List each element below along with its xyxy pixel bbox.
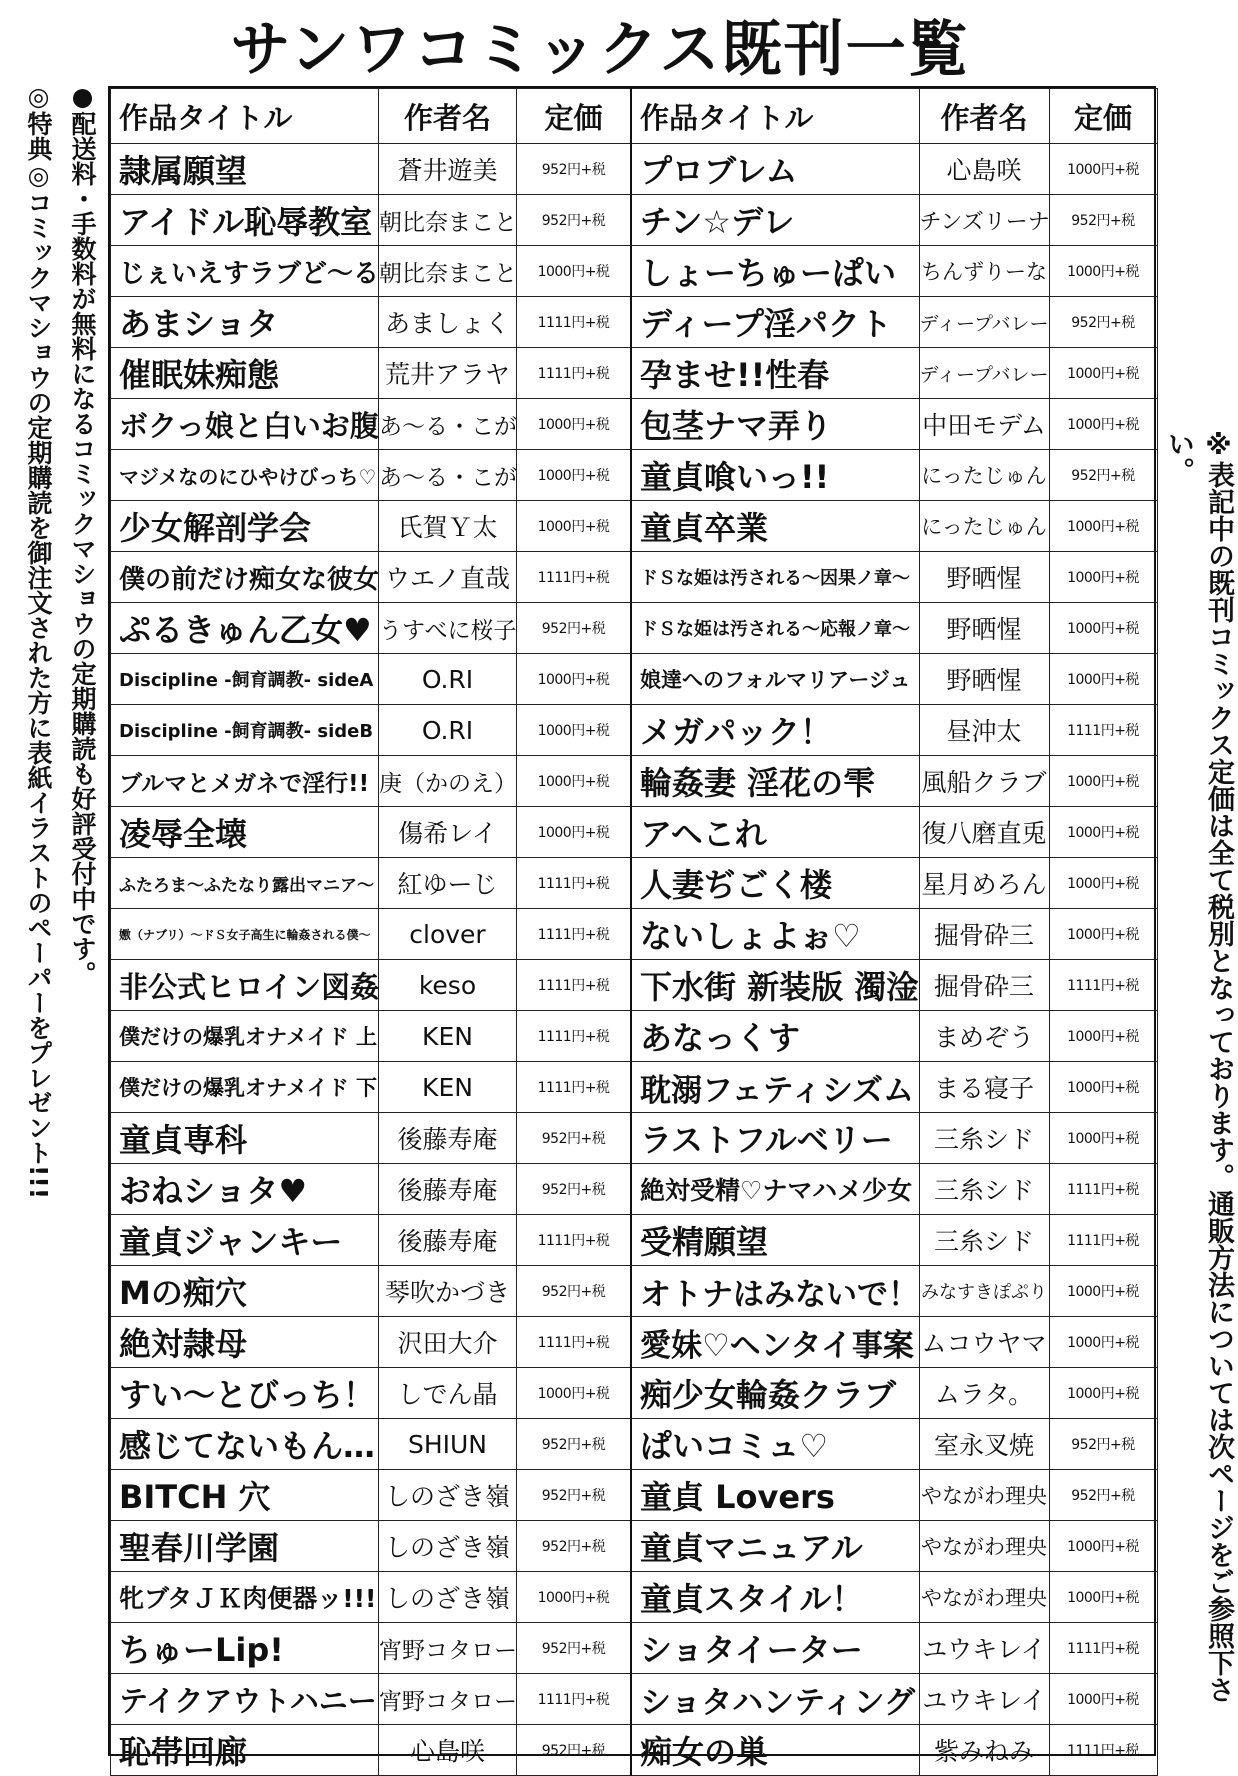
book-author: 紅ゆーじ: [379, 858, 517, 909]
table-row: [631, 1725, 1157, 1776]
book-price: 1000円+税: [1049, 144, 1157, 195]
book-author: にったじゅん: [919, 450, 1049, 501]
book-price: 952円+税: [1049, 450, 1157, 501]
book-author: 野晒惺: [919, 654, 1049, 705]
table-row: [111, 348, 631, 399]
table-row: [111, 1623, 631, 1674]
book-author: 朝比奈まこと: [379, 246, 517, 297]
book-title: 童貞ジャンキー: [111, 1215, 379, 1266]
book-author: みなすきぽぷり: [919, 1266, 1049, 1317]
book-title: Discipline -飼育調教- sideA: [111, 654, 379, 705]
table-row: [631, 297, 1157, 348]
book-author: 風船クラブ: [919, 756, 1049, 807]
book-title: おねショタ♥: [111, 1164, 379, 1215]
book-author: 三糸シド: [919, 1215, 1049, 1266]
book-price: 1111円+税: [517, 858, 631, 909]
table-row: [631, 1266, 1157, 1317]
book-author: 琴吹かづき: [379, 1266, 517, 1317]
book-title: ブルマとメガネで淫行!!: [111, 756, 379, 807]
book-author: 中田モデム: [919, 399, 1049, 450]
book-price: 952円+税: [517, 1419, 631, 1470]
book-title: 童貞 Lovers: [631, 1470, 919, 1521]
book-price: 1111円+税: [1049, 705, 1157, 756]
table-row: [631, 399, 1157, 450]
book-price: 1000円+税: [1049, 348, 1157, 399]
table-row: [111, 1164, 631, 1215]
book-title: Discipline -飼育調教- sideB: [111, 705, 379, 756]
book-price: 952円+税: [517, 1266, 631, 1317]
book-author: ウエノ直哉: [379, 552, 517, 603]
book-price: 1000円+税: [1049, 1572, 1157, 1623]
book-author: やながわ理央: [919, 1572, 1049, 1623]
page-title: サンワコミックス既刊一覧: [230, 15, 970, 85]
book-title: ちゅーLip!: [111, 1623, 379, 1674]
table-row: [111, 297, 631, 348]
table-row: [631, 501, 1157, 552]
book-author: うすべに桜子: [379, 603, 517, 654]
book-author: 復八磨直兎: [919, 807, 1049, 858]
tax-note: ※表記中の既刊コミックス定価は全て税別となっております。通販方法については次ページをご参照下さい。: [1163, 430, 1234, 1703]
table-row: [111, 858, 631, 909]
book-price: 1000円+税: [517, 1368, 631, 1419]
book-title: 痴女の巣: [631, 1725, 919, 1776]
table-row: [631, 1113, 1157, 1164]
table-row: [111, 1572, 631, 1623]
book-title: 娘達へのフォルマリアージュ: [631, 654, 919, 705]
book-author: やながわ理央: [919, 1470, 1049, 1521]
book-price: 1111円+税: [517, 1215, 631, 1266]
book-title: 包茎ナマ弄り: [631, 399, 919, 450]
book-author: しのざき嶺: [379, 1572, 517, 1623]
book-author: しのざき嶺: [379, 1470, 517, 1521]
book-title: 感じてないもん…: [111, 1419, 379, 1470]
book-title: プロブレム: [631, 144, 919, 195]
catalog-left-column: [110, 88, 631, 1776]
book-author: ディープバレー: [919, 348, 1049, 399]
book-price: 1000円+税: [517, 450, 631, 501]
book-title: テイクアウトハニー: [111, 1674, 379, 1725]
book-title: 下水街 新装版 濁淦: [631, 960, 919, 1011]
book-price: 1000円+税: [1049, 552, 1157, 603]
book-author: 宵野コタロー: [379, 1623, 517, 1674]
book-title: 痴少女輪姦クラブ: [631, 1368, 919, 1419]
book-author: 蒼井遊美: [379, 144, 517, 195]
book-price: 1000円+税: [517, 246, 631, 297]
table-row: [631, 756, 1157, 807]
book-title: 絶対受精♡ナマハメ少女: [631, 1164, 919, 1215]
table-row: [111, 603, 631, 654]
table-row: [631, 909, 1157, 960]
book-author: SHIUN: [379, 1419, 517, 1470]
book-price: 1000円+税: [1049, 399, 1157, 450]
book-author: 氏賀Ｙ太: [379, 501, 517, 552]
book-author: 三糸シド: [919, 1164, 1049, 1215]
left-note: [4, 82, 108, 1652]
table-row: [111, 654, 631, 705]
table-row: [631, 348, 1157, 399]
book-price: 1000円+税: [517, 654, 631, 705]
book-author: 掘骨砕三: [919, 909, 1049, 960]
book-author: 後藤寿庵: [379, 1113, 517, 1164]
book-price: 952円+税: [1049, 1419, 1157, 1470]
book-title: オトナはみないで！: [631, 1266, 919, 1317]
book-author: 野晒惺: [919, 552, 1049, 603]
book-author: 野晒惺: [919, 603, 1049, 654]
book-title: 童貞喰いっ!!: [631, 450, 919, 501]
book-title: 耽溺フェティシズム: [631, 1062, 919, 1113]
table-row: [111, 195, 631, 246]
table-row: [631, 960, 1157, 1011]
table-row: [631, 654, 1157, 705]
book-price: 1000円+税: [1049, 1113, 1157, 1164]
book-author: ムラタ。: [919, 1368, 1049, 1419]
book-author: にったじゅん: [919, 501, 1049, 552]
book-title: メガパック！: [631, 705, 919, 756]
table-row: [111, 501, 631, 552]
book-price: 1000円+税: [1049, 858, 1157, 909]
book-title: ディープ淫パクト: [631, 297, 919, 348]
book-price: 1111円+税: [517, 552, 631, 603]
header-price: 定価: [1049, 89, 1157, 144]
table-row: [631, 1164, 1157, 1215]
book-price: 952円+税: [517, 1164, 631, 1215]
book-author: 後藤寿庵: [379, 1164, 517, 1215]
book-price: 1111円+税: [1049, 1623, 1157, 1674]
table-row: [111, 552, 631, 603]
table-row: [111, 144, 631, 195]
book-price: 952円+税: [517, 1470, 631, 1521]
book-price: 1000円+税: [1049, 1266, 1157, 1317]
table-row: [631, 1011, 1157, 1062]
book-author: 心島咲: [919, 144, 1049, 195]
book-price: 952円+税: [517, 1521, 631, 1572]
book-price: 1111円+税: [1049, 1164, 1157, 1215]
table-row: [111, 1113, 631, 1164]
book-author: あ～る・こが: [379, 450, 517, 501]
book-title: 恥帯回廊: [111, 1725, 379, 1776]
book-author: 朝比奈まこと: [379, 195, 517, 246]
book-title: 童貞マニュアル: [631, 1521, 919, 1572]
header-author: 作者名: [379, 89, 517, 144]
book-author: 三糸シド: [919, 1113, 1049, 1164]
book-author: KEN: [379, 1062, 517, 1113]
book-title: じぇいえすラブど～る: [111, 246, 379, 297]
table-row: [111, 960, 631, 1011]
book-author: KEN: [379, 1011, 517, 1062]
table-row: [111, 1368, 631, 1419]
book-title: 凌辱全壊: [111, 807, 379, 858]
catalog-right-column: [630, 88, 1158, 1776]
table-row: [631, 1623, 1157, 1674]
table-row: [631, 1470, 1157, 1521]
book-title: ぱいコミュ♡: [631, 1419, 919, 1470]
table-row: [631, 858, 1157, 909]
bonus-note: ◎特典◎コミックマショウの定期購読を御注文された方に表紙イラストのペーパーをプレゼント!!!: [24, 82, 53, 1200]
book-price: 1111円+税: [517, 909, 631, 960]
book-price: 952円+税: [517, 144, 631, 195]
book-title: 嫐（ナブリ）～ドＳ女子高生に輪姦される僕～: [111, 909, 379, 960]
book-title: 童貞専科: [111, 1113, 379, 1164]
book-author: O.RI: [379, 654, 517, 705]
table-row: [111, 909, 631, 960]
book-title: アヘこれ: [631, 807, 919, 858]
book-price: 1000円+税: [1049, 501, 1157, 552]
table-row: [111, 1317, 631, 1368]
table-row: [111, 1521, 631, 1572]
table-row: [631, 195, 1157, 246]
book-author: keso: [379, 960, 517, 1011]
book-price: 1111円+税: [517, 297, 631, 348]
book-author: あましょく: [379, 297, 517, 348]
book-author: まめぞう: [919, 1011, 1049, 1062]
book-title: ラストフルベリー: [631, 1113, 919, 1164]
book-price: 1000円+税: [517, 756, 631, 807]
book-price: 1000円+税: [517, 807, 631, 858]
book-title: 愛妹♡ヘンタイ事案: [631, 1317, 919, 1368]
book-price: 1000円+税: [1049, 909, 1157, 960]
book-price: 952円+税: [517, 195, 631, 246]
book-price: 952円+税: [517, 1725, 631, 1776]
book-title: 僕だけの爆乳オナメイド 上: [111, 1011, 379, 1062]
book-title: 受精願望: [631, 1215, 919, 1266]
book-price: 1111円+税: [1049, 960, 1157, 1011]
book-author: 後藤寿庵: [379, 1215, 517, 1266]
book-price: 1111円+税: [517, 1011, 631, 1062]
book-title: アイドル恥辱教室: [111, 195, 379, 246]
book-price: 1000円+税: [1049, 654, 1157, 705]
table-row: [631, 1317, 1157, 1368]
book-title: BITCH 穴: [111, 1470, 379, 1521]
book-price: 1000円+税: [517, 1572, 631, 1623]
table-row: [111, 1419, 631, 1470]
book-price: 952円+税: [1049, 195, 1157, 246]
table-row: [631, 1572, 1157, 1623]
book-price: 952円+税: [1049, 1470, 1157, 1521]
book-price: 1000円+税: [1049, 1674, 1157, 1725]
book-title: 僕の前だけ痴女な彼女: [111, 552, 379, 603]
header-title: 作品タイトル: [111, 89, 379, 144]
table-row: [631, 1368, 1157, 1419]
book-title: ショタイーター: [631, 1623, 919, 1674]
book-title: ドＳな姫は汚される～応報ノ章～: [631, 603, 919, 654]
header-author: 作者名: [919, 89, 1049, 144]
book-title: 人妻ぢごく楼: [631, 858, 919, 909]
book-title: 催眠妹痴態: [111, 348, 379, 399]
table-row: [111, 399, 631, 450]
book-title: 聖春川学園: [111, 1521, 379, 1572]
book-price: 1000円+税: [1049, 1317, 1157, 1368]
table-row: [631, 1215, 1157, 1266]
table-row: [631, 807, 1157, 858]
table-row: [631, 1419, 1157, 1470]
book-price: 1111円+税: [517, 1674, 631, 1725]
book-price: 1111円+税: [517, 348, 631, 399]
book-price: 1000円+税: [517, 501, 631, 552]
book-title: 少女解剖学会: [111, 501, 379, 552]
book-title: すい～とびっち！: [111, 1368, 379, 1419]
book-title: ぷるきゅん乙女♥: [111, 603, 379, 654]
book-title: ショタハンティング: [631, 1674, 919, 1725]
book-author: 荒井アラヤ: [379, 348, 517, 399]
table-row: [111, 1215, 631, 1266]
book-price: 1000円+税: [1049, 1062, 1157, 1113]
book-price: 1000円+税: [1049, 603, 1157, 654]
book-title: 童貞スタイル！: [631, 1572, 919, 1623]
table-row: [111, 705, 631, 756]
book-author: しのざき嶺: [379, 1521, 517, 1572]
book-price: 1111円+税: [517, 1317, 631, 1368]
table-row: [631, 552, 1157, 603]
book-price: 1000円+税: [1049, 807, 1157, 858]
book-author: 昼沖太: [919, 705, 1049, 756]
table-row: [631, 144, 1157, 195]
book-price: 952円+税: [517, 1113, 631, 1164]
book-author: ディープバレー: [919, 297, 1049, 348]
book-author: clover: [379, 909, 517, 960]
book-author: 沢田大介: [379, 1317, 517, 1368]
book-author: 紫みねみ: [919, 1725, 1049, 1776]
table-header-row: [631, 89, 1157, 144]
book-price: 1000円+税: [1049, 246, 1157, 297]
right-note: [1158, 430, 1234, 1750]
book-title: ボクっ娘と白いお腹: [111, 399, 379, 450]
table-header-row: [111, 89, 631, 144]
book-author: チンズリーナ: [919, 195, 1049, 246]
book-title: 輪姦妻 淫花の雫: [631, 756, 919, 807]
book-author: やながわ理央: [919, 1521, 1049, 1572]
book-title: 隷属願望: [111, 144, 379, 195]
book-author: ユウキレイ: [919, 1623, 1049, 1674]
book-author: ムコウヤマ: [919, 1317, 1049, 1368]
book-title: 非公式ヒロイン図姦: [111, 960, 379, 1011]
book-title: あまショタ: [111, 297, 379, 348]
book-author: まる寝子: [919, 1062, 1049, 1113]
book-author: 傷希レイ: [379, 807, 517, 858]
book-title: ドＳな姫は汚される～因果ノ章～: [631, 552, 919, 603]
book-price: 1000円+税: [517, 399, 631, 450]
book-price: 952円+税: [517, 1623, 631, 1674]
table-row: [631, 705, 1157, 756]
book-price: 1000円+税: [1049, 1011, 1157, 1062]
book-title: 僕だけの爆乳オナメイド 下: [111, 1062, 379, 1113]
book-title: マジメなのにひやけびっち♡: [111, 450, 379, 501]
book-author: 庚（かのえ）: [379, 756, 517, 807]
table-row: [111, 1470, 631, 1521]
book-author: O.RI: [379, 705, 517, 756]
book-title: チン☆デレ: [631, 195, 919, 246]
book-price: 952円+税: [1049, 297, 1157, 348]
table-row: [111, 246, 631, 297]
book-author: 心島咲: [379, 1725, 517, 1776]
table-row: [631, 1062, 1157, 1113]
table-row: [111, 1725, 631, 1776]
table-row: [111, 807, 631, 858]
catalog-table: [108, 86, 1156, 1771]
book-title: 孕ませ!!性春: [631, 348, 919, 399]
book-title: あなっくす: [631, 1011, 919, 1062]
book-author: しでん晶: [379, 1368, 517, 1419]
book-price: 1111円+税: [517, 960, 631, 1011]
book-author: 掘骨砕三: [919, 960, 1049, 1011]
book-author: ユウキレイ: [919, 1674, 1049, 1725]
book-price: 1000円+税: [1049, 756, 1157, 807]
book-price: 1000円+税: [1049, 1521, 1157, 1572]
book-price: 1111円+税: [1049, 1725, 1157, 1776]
book-price: 1000円+税: [1049, 1368, 1157, 1419]
book-price: 1000円+税: [517, 705, 631, 756]
book-author: 星月めろん: [919, 858, 1049, 909]
book-title: ふたろま～ふたなり露出マニア～: [111, 858, 379, 909]
table-row: [111, 756, 631, 807]
book-title: Mの痴穴: [111, 1266, 379, 1317]
book-price: 952円+税: [517, 603, 631, 654]
book-title: 牝ブタＪＫ肉便器ッ!!!: [111, 1572, 379, 1623]
book-price: 1111円+税: [517, 1062, 631, 1113]
book-price: 1111円+税: [1049, 1215, 1157, 1266]
table-row: [111, 1062, 631, 1113]
header-title: 作品タイトル: [631, 89, 919, 144]
header-price: 定価: [517, 89, 631, 144]
table-row: [631, 450, 1157, 501]
table-row: [631, 1521, 1157, 1572]
book-title: ないしょよぉ♡: [631, 909, 919, 960]
subscription-note: ●配送料・手数料が無料になるコミックマショウの定期購読も好評受付中です。: [68, 82, 97, 986]
table-row: [111, 1674, 631, 1725]
book-author: 室永叉焼: [919, 1419, 1049, 1470]
book-author: あ～る・こが: [379, 399, 517, 450]
table-row: [111, 1011, 631, 1062]
book-author: ちんずりーな: [919, 246, 1049, 297]
book-title: 童貞卒業: [631, 501, 919, 552]
table-row: [631, 1674, 1157, 1725]
table-row: [111, 450, 631, 501]
table-row: [111, 1266, 631, 1317]
book-author: 宵野コタロー: [379, 1674, 517, 1725]
book-title: 絶対隷母: [111, 1317, 379, 1368]
table-row: [631, 603, 1157, 654]
table-row: [631, 246, 1157, 297]
book-title: しょーちゅーぱい: [631, 246, 919, 297]
